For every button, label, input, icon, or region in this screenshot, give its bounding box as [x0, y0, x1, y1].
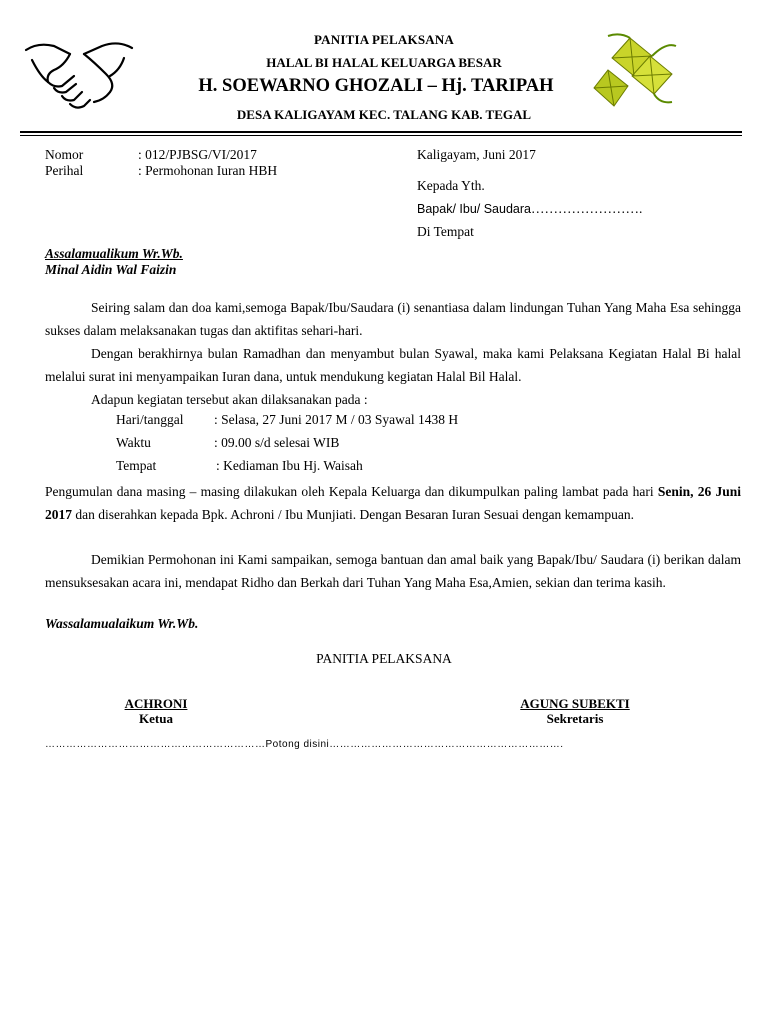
header-divider-thick: [20, 131, 742, 133]
paragraph-4-deadline: Senin, 26 Juni 2017: [45, 484, 741, 522]
paragraph-1-text: Seiring salam dan doa kami,semoga Bapak/Ibu/Saudara (i) senantiasa dalam lindungan Tuhan Yang Maha Esa sehingga sukses dalam melaksanakan tugas dan aktifitas sehari-hari.: [45, 300, 741, 338]
paragraph-3: [45, 388, 741, 411]
recipient-dots: ……………………: [530, 201, 639, 216]
recipient-place: Di Tempat: [417, 224, 474, 239]
signature-left-name: ACHRONI: [124, 696, 188, 711]
header-divider-thin: [20, 135, 742, 136]
signature-right-role: Sekretaris: [546, 711, 604, 726]
paragraph-2: [45, 342, 741, 388]
detail-value-place: : Kediaman Ibu Hj. Waisah: [216, 458, 363, 473]
detail-value-date: : Selasa, 27 Juni 2017 M / 03 Syawal 1438 H: [214, 412, 459, 427]
paragraph-2-text: Dengan berakhirnya bulan Ramadhan dan menyambut bulan Syawal, maka kami Pelaksana Kegiatan Halal Bi halal melalui surat ini menyampaikan Iuran dana, untuk mendukung kegiatan Halal Bil Halal.: [45, 346, 741, 384]
header-family-name: H. SOEWARNO GHOZALI – Hj. TARIPAH: [198, 76, 554, 96]
paragraph-5: [45, 548, 741, 594]
recipient-dot-end: .: [638, 201, 643, 216]
detail-value-time: : 09.00 s/d selesai WIB: [214, 435, 340, 450]
detail-label-time: Waktu: [116, 435, 151, 450]
cut-line-dots-right: ………………………………………………………….: [329, 739, 564, 750]
paragraph-4: [45, 480, 741, 526]
place-date: Kaligayam, Juni 2017: [417, 147, 536, 162]
cut-line-dots-left: ………………………………………………………: [45, 739, 266, 750]
greeting-salam: Assalamualikum Wr.Wb.: [45, 246, 183, 261]
recipient-label: Bapak/ Ibu/ Saudara: [417, 202, 531, 216]
detail-label-place: Tempat: [116, 458, 157, 473]
recipient-heading: Kepada Yth.: [417, 178, 485, 193]
cut-line-text: Potong disini: [265, 739, 330, 750]
header-event: HALAL BI HALAL KELUARGA BESAR: [266, 55, 502, 70]
cut-line: [45, 739, 564, 750]
paragraph-4-text-b: dan diserahkan kepada Bpk. Achroni / Ibu Munjiati. Dengan Besaran Iuran Sesuai dengan kemampuan.: [75, 507, 634, 522]
closing-salam: Wassalamualaikum Wr.Wb.: [45, 616, 199, 631]
nomor-value: : 012/PJBSG/VI/2017: [138, 147, 257, 162]
detail-label-date: Hari/tanggal: [116, 412, 184, 427]
paragraph-3-text: Adapun kegiatan tersebut akan dilaksanakan pada :: [91, 392, 368, 407]
signature-left-role: Ketua: [139, 711, 173, 726]
perihal-value: : Permohonan Iuran HBH: [138, 163, 278, 178]
paragraph-5-text: Demikian Permohonan ini Kami sampaikan, semoga bantuan dan amal baik yang Bapak/Ibu/ Saudara (i) berikan dalam mensuksesakan acara ini, mendapat Ridho dan Berkah dari Tuhan Yang Maha Esa,Amien, sekian dan terima kasih.: [45, 552, 741, 590]
signature-committee: PANITIA PELAKSANA: [316, 651, 452, 666]
paragraph-4-text-a: Pengumulan dana masing – masing dilakukan oleh Kepala Keluarga dan dikumpulkan paling lambat pada hari: [45, 484, 654, 499]
header-committee: PANITIA PELAKSANA: [313, 32, 455, 47]
nomor-label: Nomor: [45, 147, 84, 162]
perihal-label: Perihal: [45, 163, 84, 178]
signature-right-name: AGUNG SUBEKTI: [520, 696, 630, 711]
header-address: DESA KALIGAYAM KEC. TALANG KAB. TEGAL: [236, 107, 532, 122]
greeting-minal: Minal Aidin Wal Faizin: [45, 262, 177, 277]
paragraph-1: [45, 296, 741, 342]
recipient-name: [417, 201, 642, 217]
